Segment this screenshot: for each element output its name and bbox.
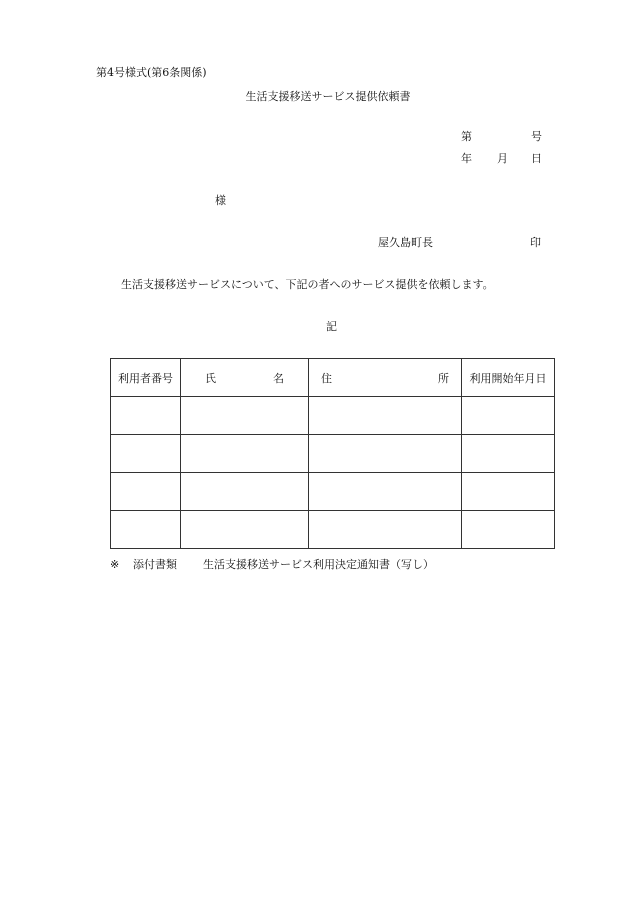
request-body-text: 生活支援移送サービスについて、下記の者へのサービス提供を依頼します。	[121, 278, 494, 291]
header-start-date: 利用開始年月日	[462, 359, 555, 397]
cell-user-number[interactable]	[111, 397, 181, 435]
header-name	[181, 359, 309, 397]
header-name-right: 名	[273, 371, 284, 385]
cell-name[interactable]	[181, 511, 309, 549]
seal-mark: 印	[530, 236, 541, 249]
addressee-honorific: 様	[215, 194, 226, 207]
date-month-label: 月	[497, 152, 508, 165]
cell-user-number[interactable]	[111, 435, 181, 473]
note-text: 生活支援移送サービス利用決定通知書（写し）	[203, 558, 434, 571]
note-label: 添付書類	[133, 558, 177, 571]
cell-start-date[interactable]	[462, 511, 555, 549]
cell-address[interactable]	[309, 397, 462, 435]
request-table	[110, 358, 555, 549]
form-number: 第4号様式(第6条関係)	[96, 66, 207, 79]
header-address	[309, 359, 462, 397]
cell-address[interactable]	[309, 511, 462, 549]
cell-name[interactable]	[181, 397, 309, 435]
date-year-label: 年	[461, 152, 472, 165]
cell-name[interactable]	[181, 435, 309, 473]
header-user-number: 利用者番号	[111, 359, 181, 397]
header-address-left: 住	[321, 371, 332, 385]
document-title: 生活支援移送サービス提供依頼書	[245, 90, 411, 103]
cell-start-date[interactable]	[462, 397, 555, 435]
issuer-name: 屋久島町長	[378, 236, 433, 249]
cell-user-number[interactable]	[111, 473, 181, 511]
cell-address[interactable]	[309, 435, 462, 473]
note-mark: ※	[110, 558, 120, 571]
header-name-left: 氏	[205, 371, 216, 385]
table-row	[111, 473, 555, 511]
document-number-suffix: 号	[531, 130, 542, 143]
header-address-right: 所	[438, 371, 449, 385]
table-header-row	[111, 359, 555, 397]
cell-start-date[interactable]	[462, 473, 555, 511]
cell-name[interactable]	[181, 473, 309, 511]
table-row	[111, 511, 555, 549]
date-day-label: 日	[531, 152, 542, 165]
table-row	[111, 435, 555, 473]
cell-start-date[interactable]	[462, 435, 555, 473]
table-row	[111, 397, 555, 435]
ki-heading: 記	[326, 320, 337, 333]
document-number-label: 第	[461, 130, 472, 143]
cell-address[interactable]	[309, 473, 462, 511]
cell-user-number[interactable]	[111, 511, 181, 549]
